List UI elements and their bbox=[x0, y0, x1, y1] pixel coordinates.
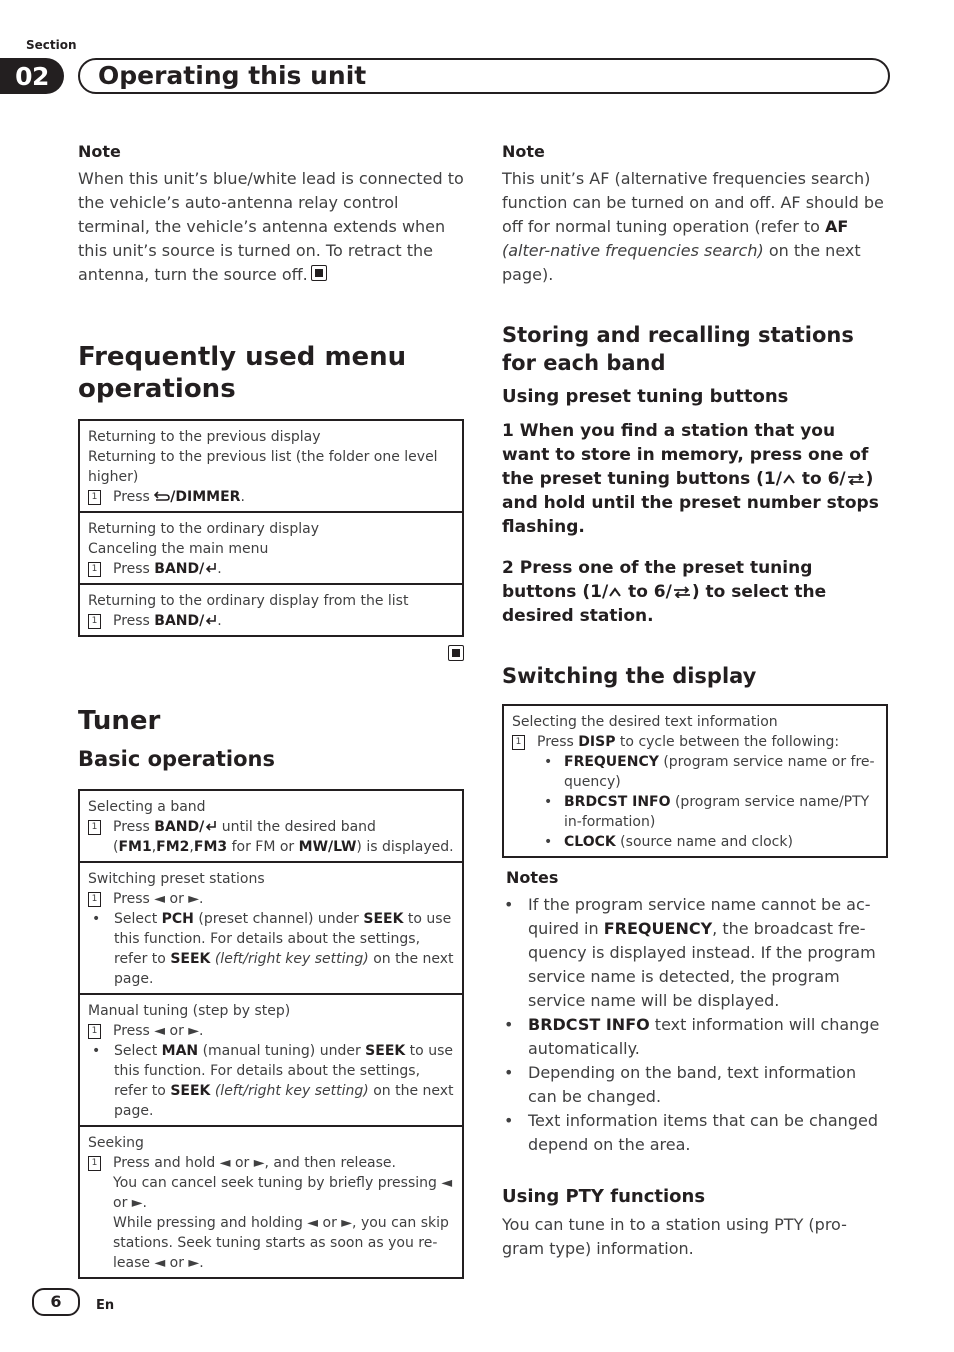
return-icon bbox=[204, 562, 217, 574]
list-item: • BRDCST INFO text information will change automatically. bbox=[504, 1015, 880, 1058]
section-title: Operating this unit bbox=[98, 61, 367, 90]
step-line: 1 Press DISP to cycle between the following: bbox=[512, 732, 878, 752]
back-icon bbox=[154, 490, 170, 502]
section-number-badge: 02 bbox=[0, 58, 64, 94]
table-row: Returning to the ordinary display Canceling the main menu 1 Press BAND/ . bbox=[80, 511, 462, 583]
pty-text: You can tune in to a station using PTY (pro-gram type) information. bbox=[502, 1215, 847, 1258]
end-mark-icon bbox=[311, 265, 327, 281]
table-row: Manual tuning (step by step) 1 Press ◄ or ►. • Select MAN (manual tuning) under SEEK to use this function. For details about the settings, refer to SEEK (left/right key setting) on the next page. bbox=[80, 993, 462, 1125]
display-table bbox=[502, 704, 888, 858]
preset-tuning-heading: Using preset tuning buttons bbox=[502, 386, 789, 407]
step-detail: You can cancel seek tuning by briefly pressing ◄ or ►. bbox=[113, 1175, 453, 1211]
section-label: Section bbox=[26, 38, 77, 52]
list-item: • FREQUENCY (program service name or fre-quency) bbox=[544, 754, 875, 790]
bullet-line: • Select MAN (manual tuning) under SEEK to use this function. For details about the settings, refer to SEEK (left/right key setting) on the next page. bbox=[92, 1043, 454, 1119]
page-number: 6 bbox=[32, 1288, 80, 1316]
left-column bbox=[78, 142, 464, 1279]
section-title-box bbox=[78, 58, 890, 94]
note-heading: Note bbox=[78, 142, 121, 161]
repeat-icon bbox=[846, 473, 866, 485]
step-number: 1 bbox=[88, 562, 101, 577]
step-line: 1 Press and hold ◄ or ►, and then release. bbox=[88, 1153, 454, 1173]
notes-list bbox=[502, 893, 888, 1157]
step-number: 1 bbox=[88, 1024, 101, 1039]
step-line: 1 Press ◄ or ►. bbox=[88, 889, 454, 909]
frequently-used-heading: Frequently used menu operations bbox=[78, 342, 407, 404]
basic-operations-table bbox=[78, 789, 464, 1279]
step-detail: While pressing and holding ◄ or ►, you can skip stations. Seek tuning starts as soon as you re-lease ◄ or ►. bbox=[113, 1215, 449, 1271]
step-number: 1 bbox=[88, 490, 101, 505]
notes-heading: Notes bbox=[506, 868, 559, 887]
end-mark-icon bbox=[448, 645, 464, 661]
return-icon bbox=[204, 820, 217, 832]
list-item: • Depending on the band, text information can be changed. bbox=[504, 1063, 857, 1106]
return-icon bbox=[204, 614, 217, 626]
tuner-heading: Tuner bbox=[78, 706, 161, 736]
step-line: 1 Press BAND/ until the desired band (FM1,FM2,FM3 for FM or MW/LW) is displayed. bbox=[88, 817, 454, 857]
step-number: 1 bbox=[88, 892, 101, 907]
step-line: 1 Press /DIMMER. bbox=[88, 487, 454, 507]
frequent-operations-table bbox=[78, 419, 464, 637]
table-row: Selecting a band 1 Press BAND/ until the desired band (FM1,FM2,FM3 for FM or MW/LW) is displayed. bbox=[88, 799, 454, 855]
table-row: Returning to the previous display Returning to the previous list (the folder one level higher) 1 Press /DIMMER. bbox=[80, 421, 462, 511]
note-heading: Note bbox=[502, 142, 545, 161]
step-line: 1 Press ◄ or ►. bbox=[88, 1021, 454, 1041]
switching-display-heading: Switching the display bbox=[502, 664, 757, 688]
bullet-line: • Select PCH (preset channel) under SEEK to use this function. For details about the settings, refer to SEEK (left/right key setting) on the next page. bbox=[92, 911, 454, 987]
step-number: 1 bbox=[512, 735, 525, 750]
storing-heading: Storing and recalling stations for each band bbox=[502, 323, 854, 375]
step-number: 1 bbox=[88, 1156, 101, 1171]
af-note-text: This unit’s AF (alternative frequencies search) function can be turned on and off. AF should be off for normal tuning operation (refer to AF (alter-native frequencies search) on the next page). bbox=[502, 169, 884, 284]
step-1: 1 When you find a station that you want to store in memory, press one of the preset tuning buttons (1/ to 6/ ) and hold until the preset number stops flashing. bbox=[502, 421, 879, 537]
right-column bbox=[502, 142, 888, 1261]
pty-heading: Using PTY functions bbox=[502, 1186, 706, 1207]
basic-operations-heading: Basic operations bbox=[78, 747, 275, 771]
list-item: • CLOCK (source name and clock) bbox=[544, 834, 793, 850]
step-number: 1 bbox=[88, 614, 101, 629]
list-item: • Text information items that can be changed depend on the area. bbox=[504, 1111, 878, 1154]
note-text: When this unit’s blue/white lead is connected to the vehicle’s auto-antenna relay control terminal, the vehicle’s antenna extends when this unit’s source is turned on. To retract the antenna, turn the source off. bbox=[78, 169, 464, 284]
table-row: Switching preset stations 1 Press ◄ or ►. • Select PCH (preset channel) under SEEK to use this function. For details about the settings, refer to SEEK (left/right key setting) on the next page. bbox=[80, 861, 462, 993]
step-number: 1 bbox=[88, 820, 101, 835]
step-line: 1 Press BAND/ . bbox=[88, 559, 454, 579]
table-row: Returning to the ordinary display from the list 1 Press BAND/ . bbox=[80, 583, 462, 635]
step-line: 1 Press BAND/ . bbox=[88, 611, 454, 631]
table-row: Seeking 1 Press and hold ◄ or ►, and then release. You can cancel seek tuning by briefly pressing ◄ or ►. While pressing and holding ◄ or ►, you can skip stations. Seek tuning starts as soon as you re-lease ◄ or ►. bbox=[80, 1125, 462, 1277]
language-label: En bbox=[96, 1298, 115, 1313]
step-2: 2 Press one of the preset tuning buttons (1/ to 6/ ) to select the desired station. bbox=[502, 558, 827, 626]
up-caret-icon bbox=[608, 586, 622, 598]
list-item: • If the program service name cannot be ac-quired in FREQUENCY, the broadcast fre-quency is displayed instead. If the program service name is detected, the program service name will be displayed. bbox=[504, 895, 876, 1010]
table-row: Selecting the desired text information 1 Press DISP to cycle between the following: • FREQUENCY (program service name or fre-quency) • BRDCST INFO (program service name/PTY in-formation) • CLOCK (source name and clock) bbox=[504, 706, 886, 856]
repeat-icon bbox=[672, 586, 692, 598]
list-item: • BRDCST INFO (program service name/PTY in-formation) bbox=[544, 794, 870, 830]
up-caret-icon bbox=[782, 473, 796, 485]
